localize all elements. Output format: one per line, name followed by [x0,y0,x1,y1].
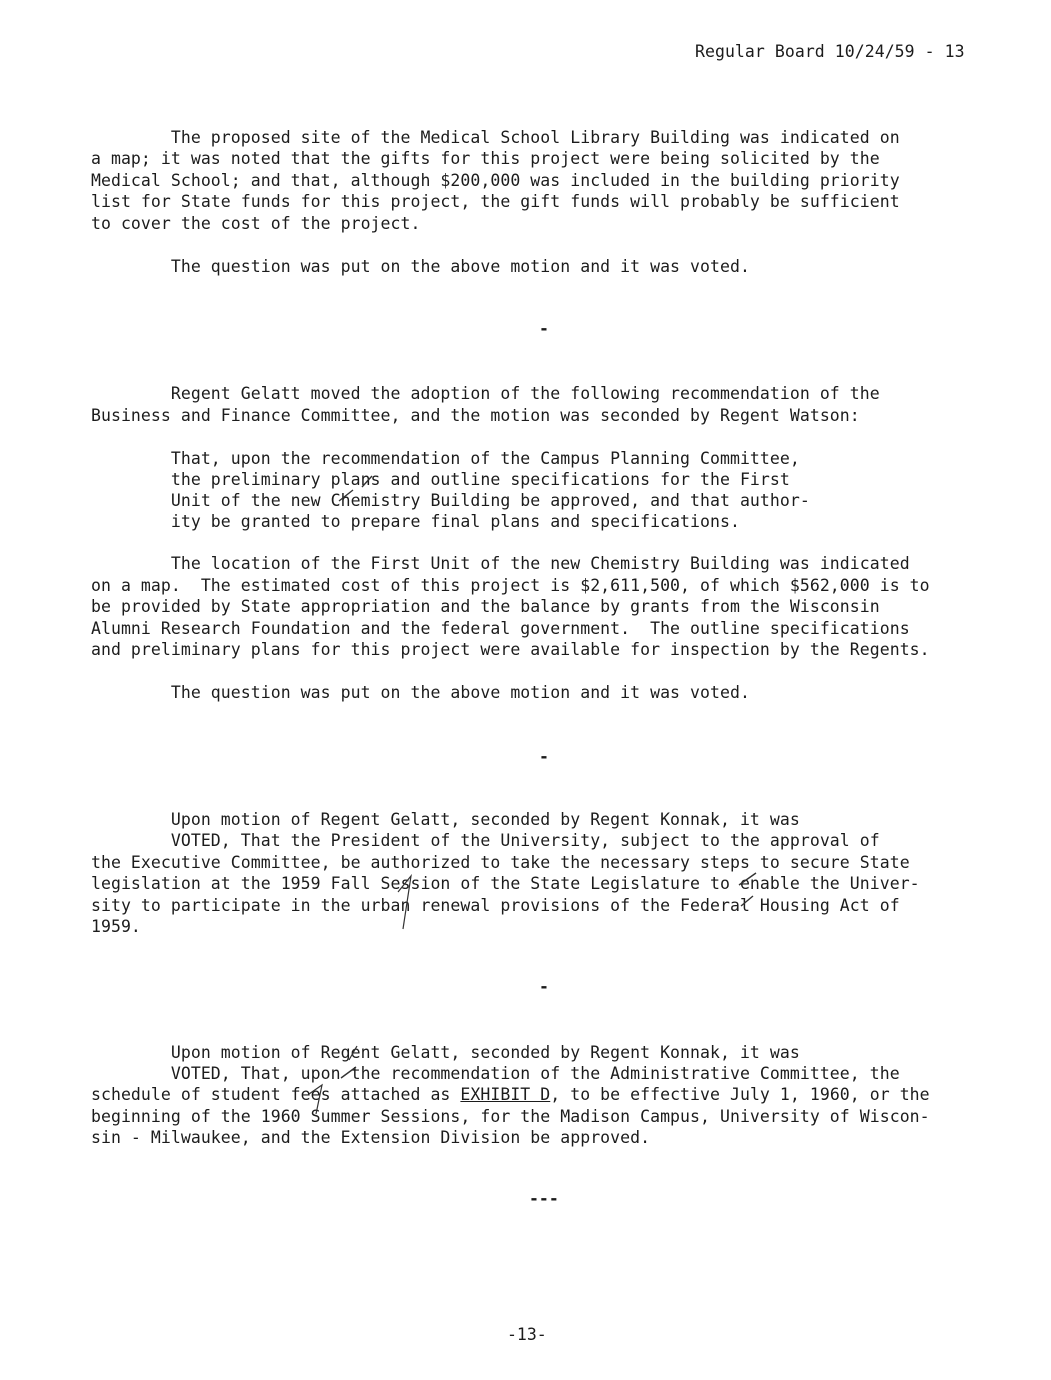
paragraph-line: sity to participate in the urban renewal provisions of the Federal Housing Act of [91,896,900,915]
paragraph-line: The location of the First Unit of the new Chemistry Building was indicated [91,554,910,573]
paragraph-line: a map; it was noted that the gifts for this project were being solicited by the [91,149,880,168]
paragraph-line: and preliminary plans for this project were available for inspection by the Regents. [91,640,930,659]
recommendation-line: That, upon the recommendation of the Campus Planning Committee, [91,449,800,468]
exhibit-reference: EXHIBIT D [460,1085,551,1104]
paragraph-line: Medical School; and that, although $200,000 was included in the building priority [91,171,900,190]
paragraph-line: Upon motion of Regent Gelatt, seconded by Regent Konnak, it was [91,1043,800,1062]
paragraph-line: on a map. The estimated cost of this project is $2,611,500, of which $562,000 is to [91,576,930,595]
paragraph-line: be provided by State appropriation and the balance by grants from the Wisconsin [91,597,880,616]
paragraph-line: to cover the cost of the project. [91,214,421,233]
paragraph-line: Regent Gelatt moved the adoption of the following recommendation of the [91,384,880,403]
paragraph-line: Upon motion of Regent Gelatt, seconded by Regent Konnak, it was [91,810,800,829]
text-segment: schedule of student fees attached as [91,1085,461,1104]
paragraph-line: Business and Finance Committee, and the motion was seconded by Regent Watson: [91,406,860,425]
text-segment: , to be effective July 1, 1960, or the [550,1085,930,1104]
section-separator: --- [529,1189,559,1208]
page-footer-number: -13- [507,1325,547,1344]
paragraph-line: VOTED, That the President of the University, subject to the approval of [91,831,880,850]
paragraph-line: VOTED, That, upon the recommendation of the Administrative Committee, the [91,1064,900,1083]
paragraph-line: 1959. [91,917,141,936]
paragraph-line: beginning of the 1960 Summer Sessions, for the Madison Campus, University of Wiscon- [91,1107,930,1126]
vote-line: The question was put on the above motion and it was voted. [91,257,750,276]
paragraph-line: list for State funds for this project, the gift funds will probably be sufficient [91,192,900,211]
paragraph-line: The proposed site of the Medical School Library Building was indicated on [91,128,900,147]
paragraph-line [91,1084,930,1106]
paragraph-line: legislation at the 1959 Fall Session of the State Legislature to enable the Univer- [91,874,920,893]
section-separator: - [539,747,549,766]
recommendation-line: ity be granted to prepare final plans and specifications. [91,512,740,531]
recommendation-line: the preliminary plans and outline specifications for the First [91,470,790,489]
paragraph-line: the Executive Committee, be authorized to take the necessary steps to secure State [91,853,910,872]
paragraph-line: Alumni Research Foundation and the federal government. The outline specifications [91,619,910,638]
section-separator: - [539,319,549,338]
recommendation-line: Unit of the new Chemistry Building be approved, and that author- [91,491,810,510]
section-separator: - [539,977,549,996]
page-header: Regular Board 10/24/59 - 13 [695,42,965,61]
vote-line: The question was put on the above motion and it was voted. [91,683,750,702]
paragraph-line: sin - Milwaukee, and the Extension Division be approved. [91,1128,651,1147]
